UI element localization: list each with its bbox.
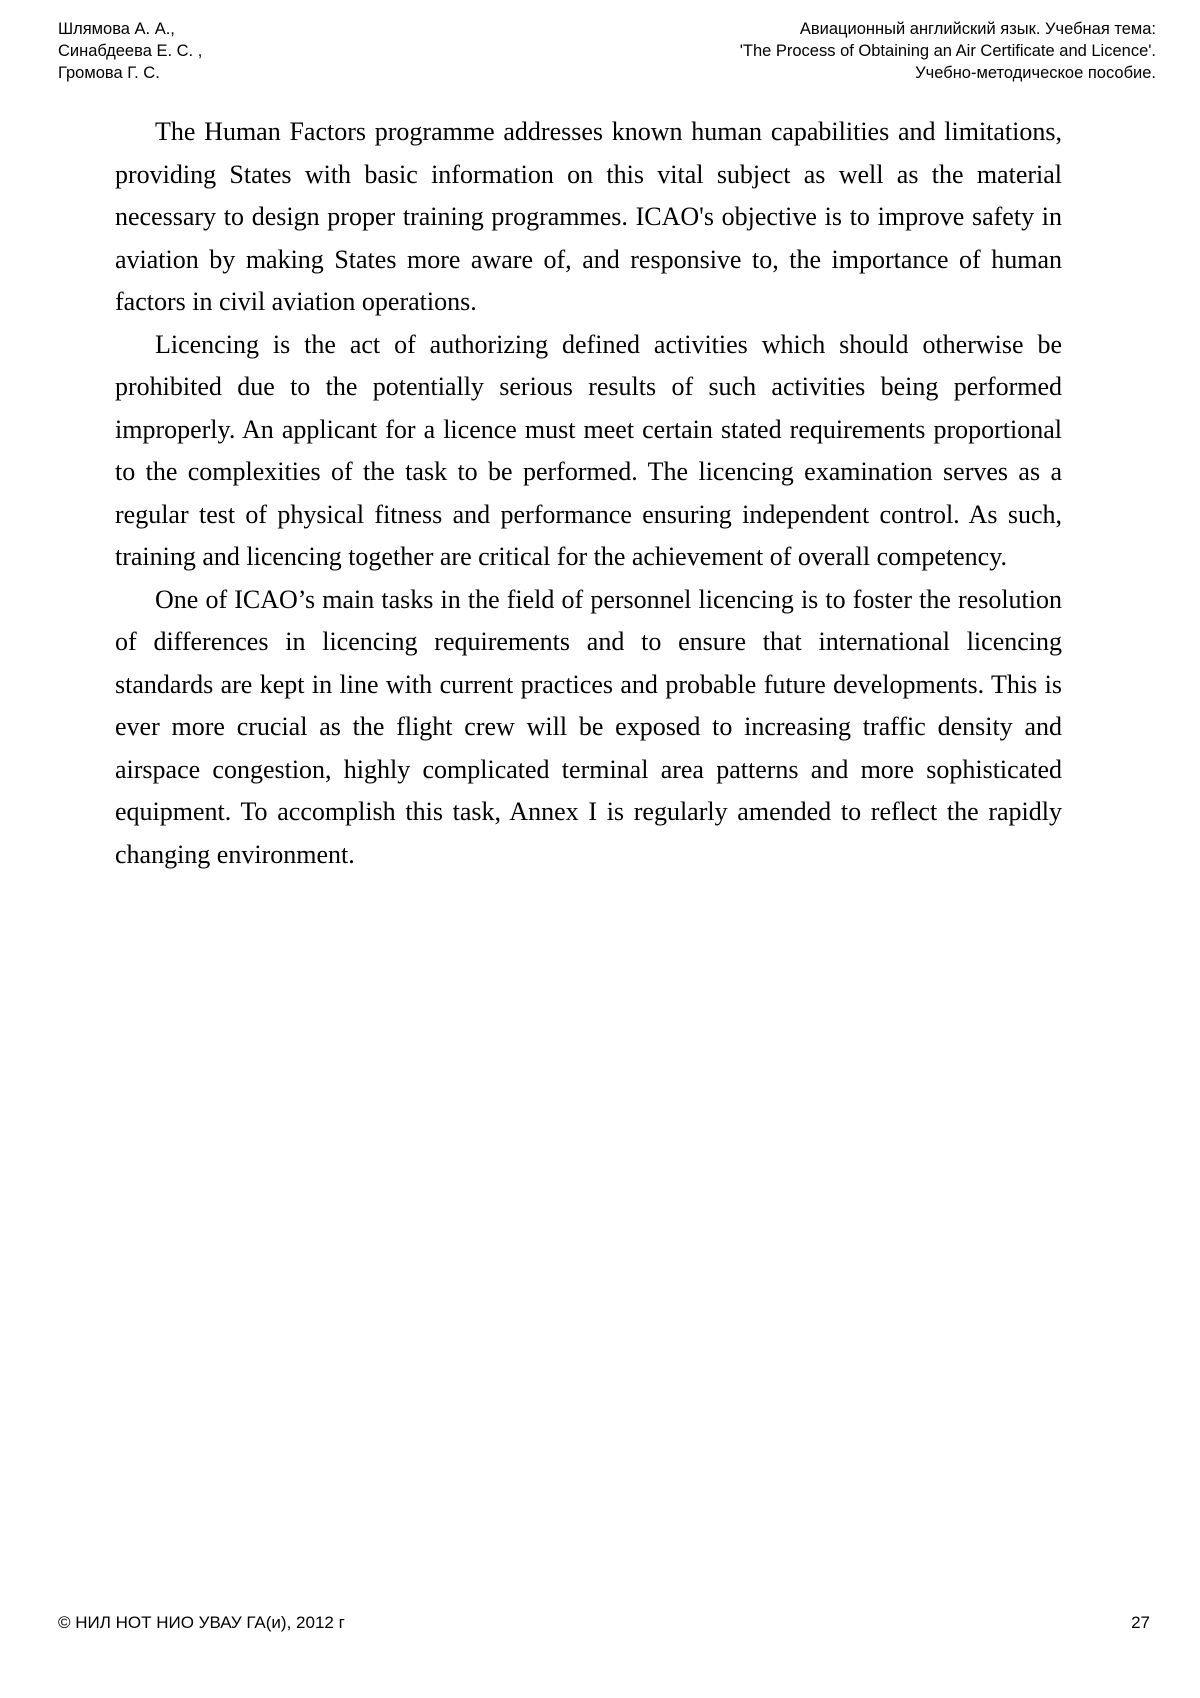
paragraph: One of ICAO’s main tasks in the field of personnel licencing is to foster the resolution of differences in licencing requirements and to ensure that international licencing standards are kept in line with current practices and probable future developments. This is ever more crucial as the flight crew will be exposed to increasing traffic density and airspace congestion, highly complicated terminal area patterns and more sophisticated equipment. To accomplish this task, Annex I is regularly amended to reflect the rapidly changing environment.	[115, 584, 1062, 869]
header-title-line: Авиационный английский язык. Учебная тема:	[799, 20, 1156, 38]
paragraph: The Human Factors programme addresses known human capabilities and limitations, providing States with basic information on this vital subject as well as the material necessary to design proper training programmes. ICAO's objective is to improve safety in aviation by making States more aware of, and responsive to, the importance of human factors in civil aviation operations.	[115, 117, 1062, 316]
paragraph: Licencing is the act of authorizing defined activities which should otherwise be prohibited due to the potentially serious results of such activities being performed improperly. An applicant for a licence must meet certain stated requirements proportional to the complexities of the task to be performed. The licencing examination serves as a regular test of physical fitness and performance ensuring independent control. As such, training and licencing together are critical for the achievement of overall competency.	[115, 329, 1062, 571]
author-line: Шлямова А. А.,	[58, 20, 175, 38]
header-title-line: Учебно-методическое пособие.	[915, 64, 1156, 82]
author-line: Синабдеева Е. С. ,	[58, 42, 203, 60]
page-number: 27	[1131, 1613, 1150, 1632]
header-title	[740, 18, 1156, 84]
body-text	[115, 111, 1062, 876]
footer-copyright: © НИЛ НОТ НИО УВАУ ГА(и), 2012 г	[58, 1613, 345, 1632]
header-authors	[58, 18, 202, 84]
header-title-line: 'The Process of Obtaining an Air Certificate and Licence'.	[739, 42, 1156, 60]
author-line: Громова Г. С.	[58, 64, 160, 82]
